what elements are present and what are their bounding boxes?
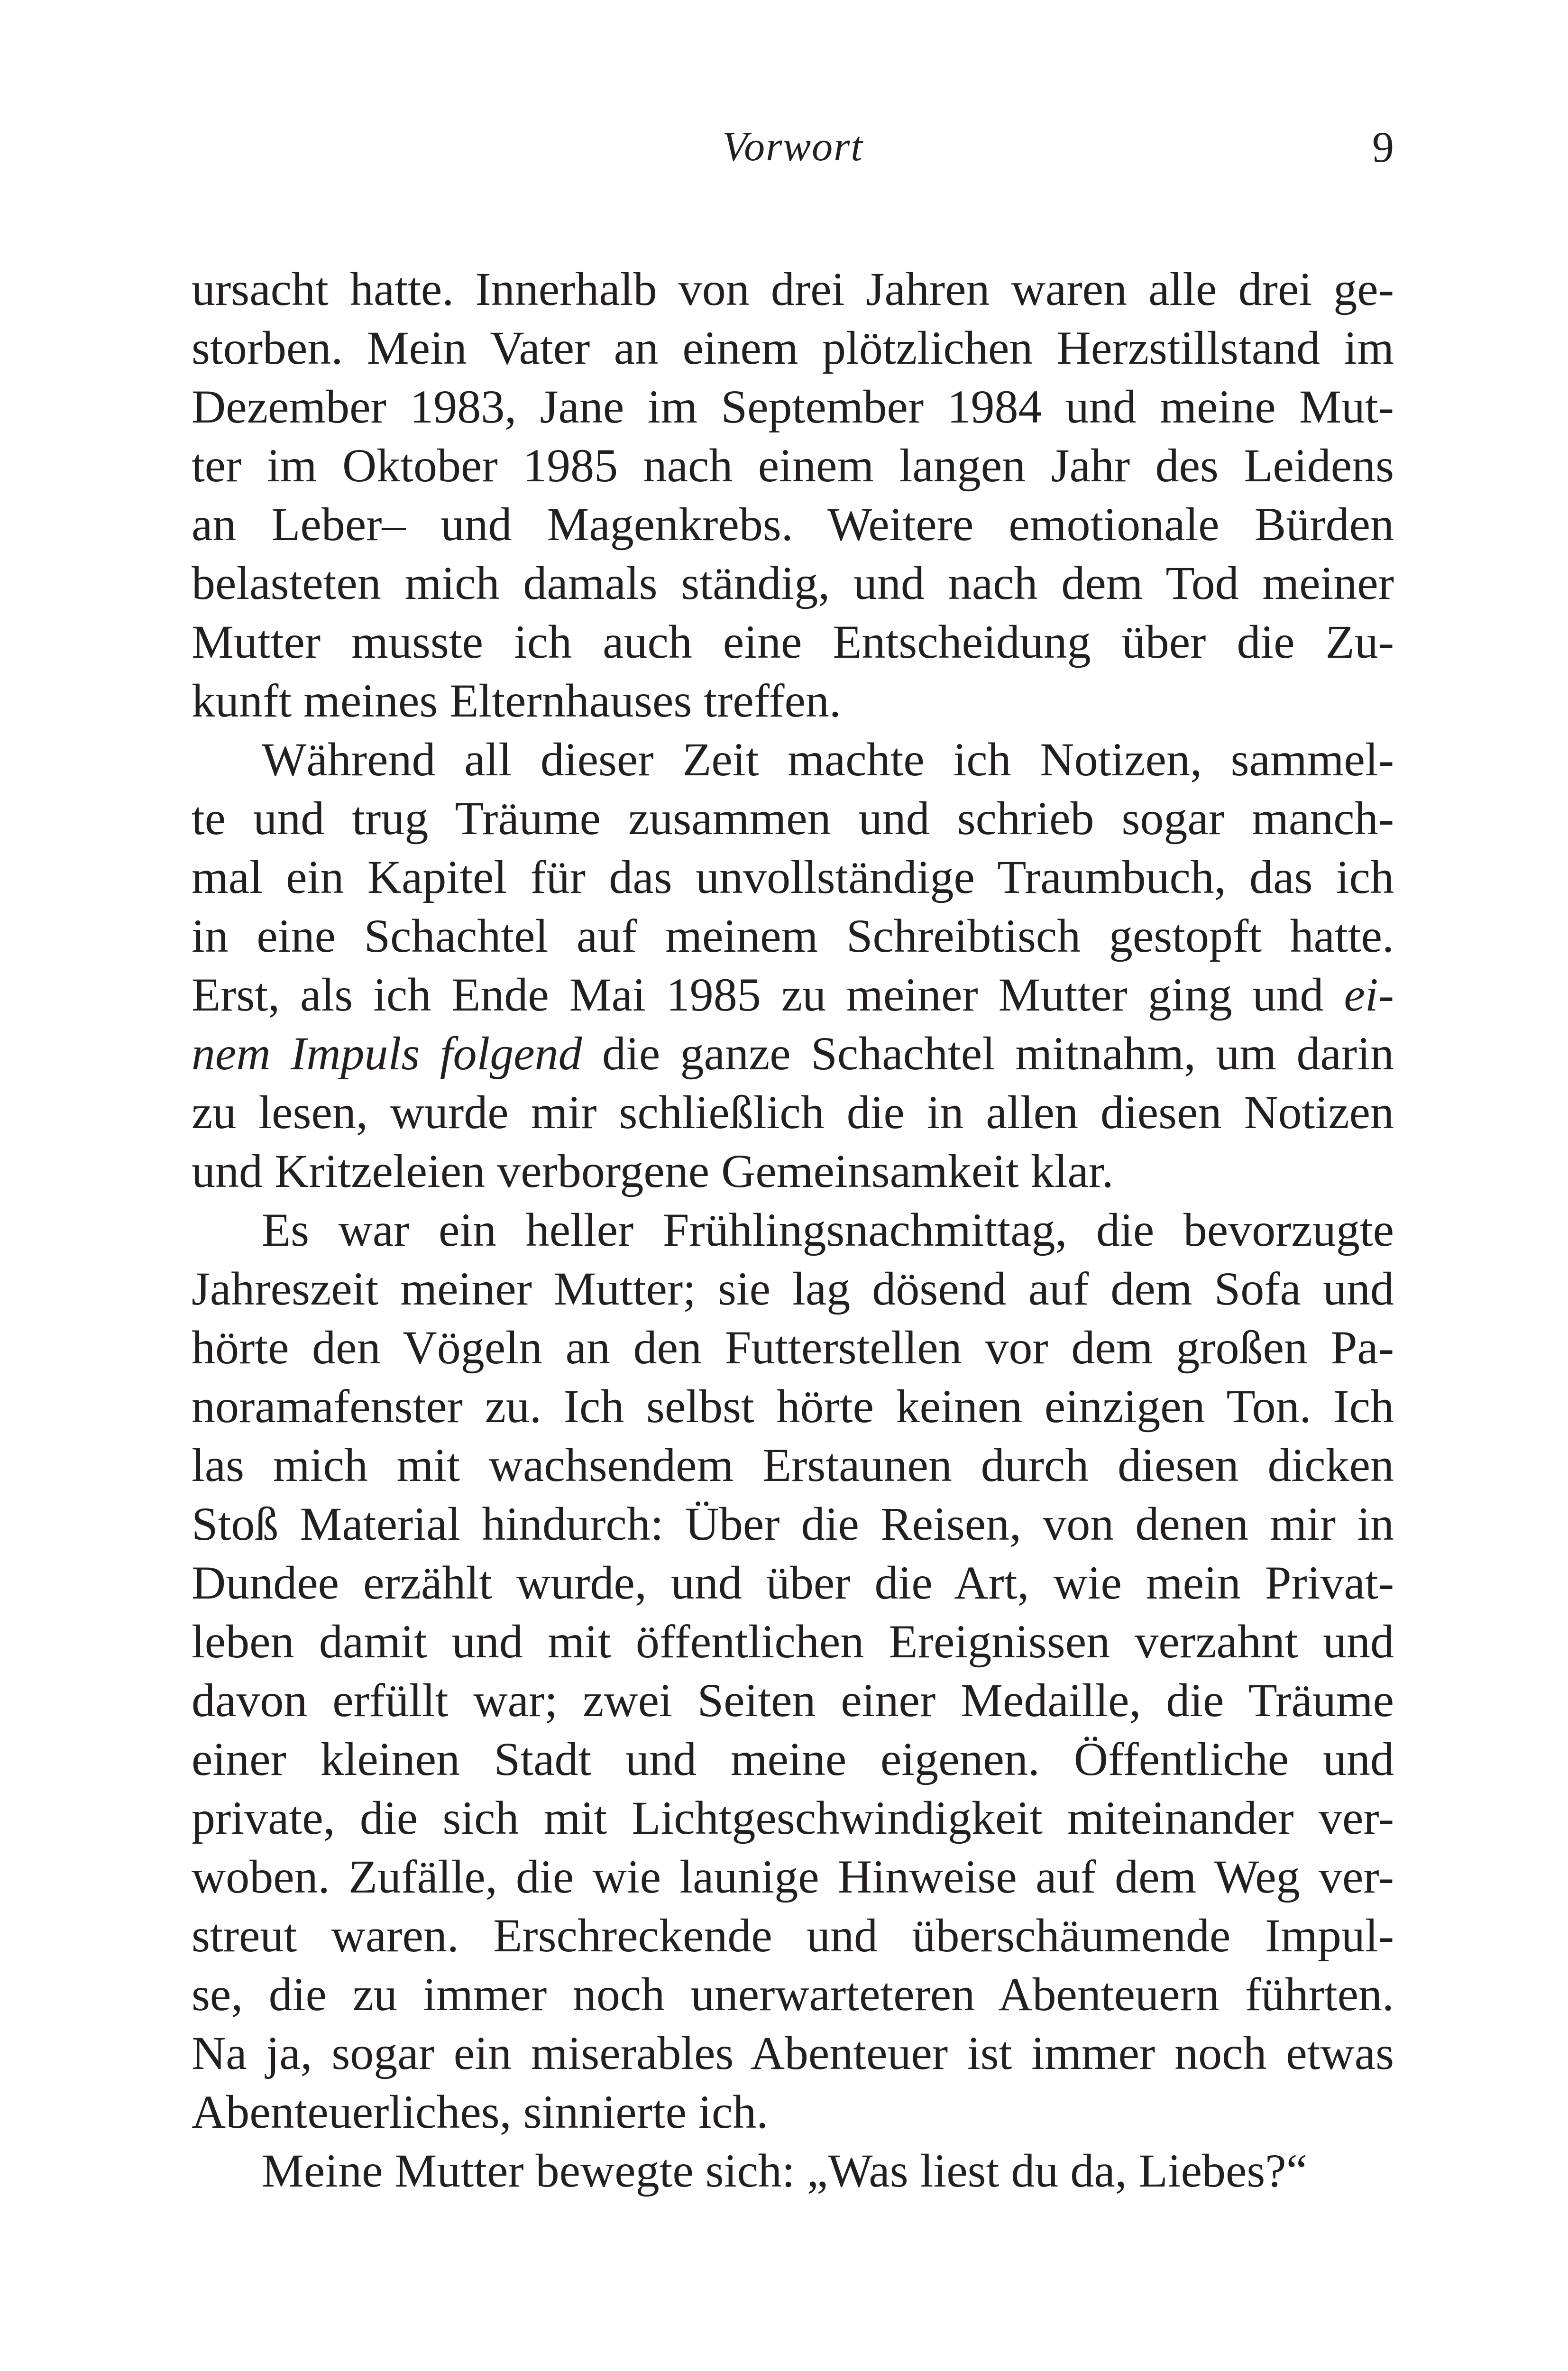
text-line: Mutter musste ich auch eine Entscheidung über die Zu- <box>192 616 1394 668</box>
running-title: Vorwort <box>722 124 863 170</box>
text-line: Dundee erzählt wurde, und über die Art, wie mein Privat- <box>192 1556 1394 1609</box>
paragraph <box>192 2141 1394 2200</box>
text-line: Abenteuerliches, sinnierte ich. <box>192 2086 769 2138</box>
text-line: Stoß Material hindurch: Über die Reisen, von denen mir in <box>192 1498 1394 1550</box>
italic-text: ei- <box>1344 968 1394 1021</box>
text-segment: die ganze Schachtel mitnahm, um darin <box>582 1027 1394 1080</box>
text-line: kunft meines Elternhauses treffen. <box>192 674 841 727</box>
text-line: storben. Mein Vater an einem plötzlichen Herzstillstand im <box>192 322 1394 374</box>
running-header <box>192 121 1394 173</box>
text-line: private, die sich mit Lichtgeschwindigkeit miteinander ver- <box>192 1792 1394 1844</box>
text-line: te und trug Träume zusammen und schrieb sogar manch- <box>192 792 1394 845</box>
text-line: zu lesen, wurde mir schließlich die in allen diesen Notizen <box>192 1086 1394 1139</box>
text-line: leben damit und mit öffentlichen Ereignissen verzahnt und <box>192 1615 1394 1668</box>
text-line: mal ein Kapitel für das unvollständige Traumbuch, das ich <box>192 851 1394 903</box>
italic-text: nem Impuls folgend <box>192 1027 582 1080</box>
text-line: noramafenster zu. Ich selbst hörte keinen einzigen Ton. Ich <box>192 1380 1394 1433</box>
text-line: einer kleinen Stadt und meine eigenen. Öffentliche und <box>192 1733 1394 1785</box>
text-line: an Leber– und Magenkrebs. Weitere emotionale Bürden <box>192 498 1394 551</box>
page-number: 9 <box>1372 123 1394 171</box>
text-line: davon erfüllt war; zwei Seiten einer Medaille, die Träume <box>192 1674 1394 1727</box>
text-line: Jahreszeit meiner Mutter; sie lag dösend auf dem Sofa und <box>192 1262 1394 1315</box>
text-line: Es war ein heller Frühlingsnachmittag, die bevorzugte <box>262 1204 1394 1256</box>
text-line: Meine Mutter bewegte sich: „Was liest du da, Liebes?“ <box>262 2144 1308 2197</box>
text-line: in eine Schachtel auf meinem Schreibtisch gestopft hatte. <box>192 910 1394 962</box>
body-text <box>192 260 1394 2200</box>
paragraph <box>192 730 1394 1201</box>
text-line <box>192 1024 1394 1083</box>
text-line <box>192 965 1394 1024</box>
text-line: se, die zu immer noch unerwarteteren Abenteuern führten. <box>192 1968 1394 2021</box>
text-line: streut waren. Erschreckende und überschäumende Impul- <box>192 1909 1394 1962</box>
text-line: woben. Zufälle, die wie launige Hinweise auf dem Weg ver- <box>192 1850 1394 1903</box>
text-line: ter im Oktober 1985 nach einem langen Jahr des Leidens <box>192 439 1394 492</box>
paragraph <box>192 260 1394 730</box>
text-line: Während all dieser Zeit machte ich Notizen, sammel- <box>262 733 1394 786</box>
text-segment: Erst, als ich Ende Mai 1985 zu meiner Mutter ging und <box>192 968 1344 1021</box>
text-line: las mich mit wachsendem Erstaunen durch diesen dicken <box>192 1439 1394 1491</box>
text-line: Na ja, sogar ein miserables Abenteuer ist immer noch etwas <box>192 2027 1394 2079</box>
paragraph <box>192 1201 1394 2141</box>
text-line: Dezember 1983, Jane im September 1984 und meine Mut- <box>192 380 1394 433</box>
text-line: ursacht hatte. Innerhalb von drei Jahren waren alle drei ge- <box>192 263 1394 315</box>
text-line: und Kritzeleien verborgene Gemeinsamkeit klar. <box>192 1145 1114 1197</box>
text-line: hörte den Vögeln an den Futterstellen vor dem großen Pa- <box>192 1321 1394 1374</box>
text-line: belasteten mich damals ständig, und nach dem Tod meiner <box>192 557 1394 609</box>
